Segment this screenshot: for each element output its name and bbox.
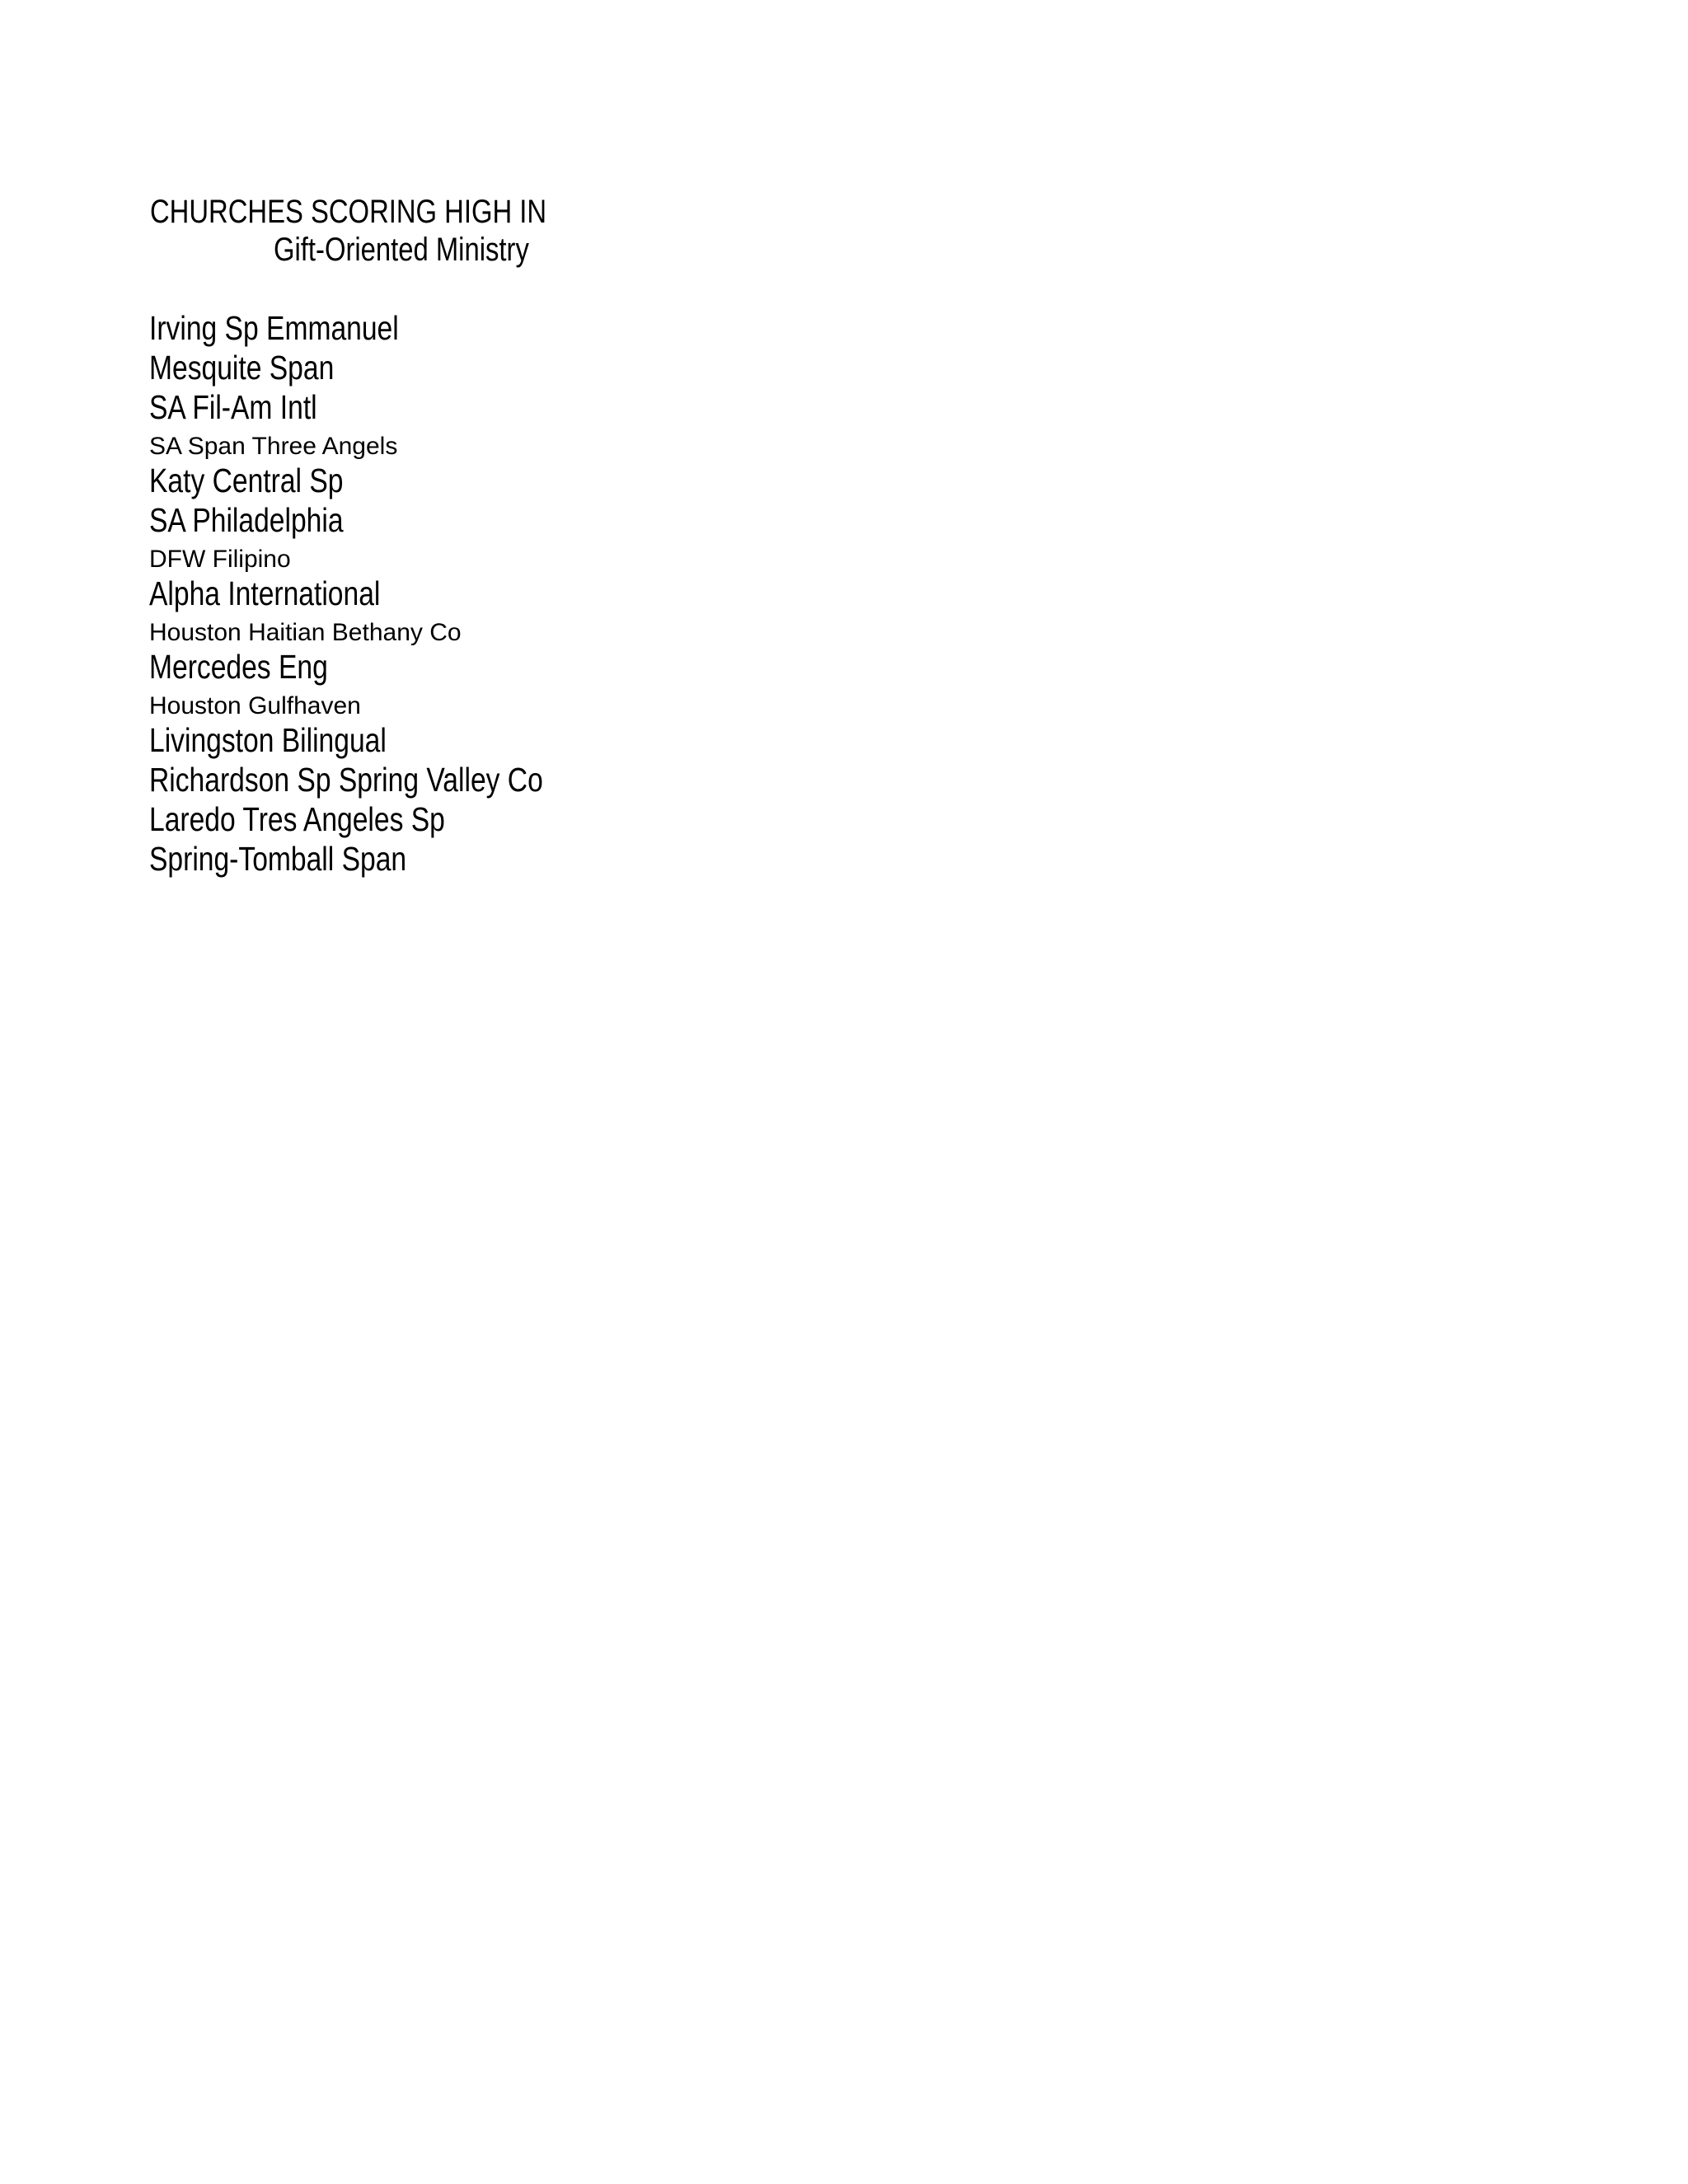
church-list-item: DFW Filipino — [149, 546, 291, 573]
church-list-item: Katy Central Sp — [149, 462, 344, 499]
church-list-item: SA Span Three Angels — [149, 433, 398, 460]
church-list-item: Mesquite Span — [149, 349, 335, 387]
page-heading — [150, 193, 579, 269]
church-list-item: Houston Gulfhaven — [149, 692, 361, 719]
heading-subtitle: Gift-Oriented Ministry — [274, 232, 529, 268]
church-list-item: SA Fil-Am Intl — [149, 388, 317, 426]
church-list-item: Mercedes Eng — [149, 648, 328, 686]
church-list-item: Livingston Bilingual — [149, 721, 387, 759]
church-list-item: Irving Sp Emmanuel — [149, 309, 399, 347]
heading-title: CHURCHES SCORING HIGH IN — [150, 194, 547, 230]
church-list-item: Alpha International — [149, 574, 381, 612]
church-list-item: Laredo Tres Angeles Sp — [149, 800, 445, 838]
church-list-item: Richardson Sp Spring Valley Co — [149, 761, 543, 799]
church-list — [149, 308, 630, 879]
church-list-item: Spring-Tomball Span — [149, 840, 407, 878]
church-list-item: Houston Haitian Bethany Co — [149, 619, 462, 646]
church-list-item: SA Philadelphia — [149, 501, 344, 539]
